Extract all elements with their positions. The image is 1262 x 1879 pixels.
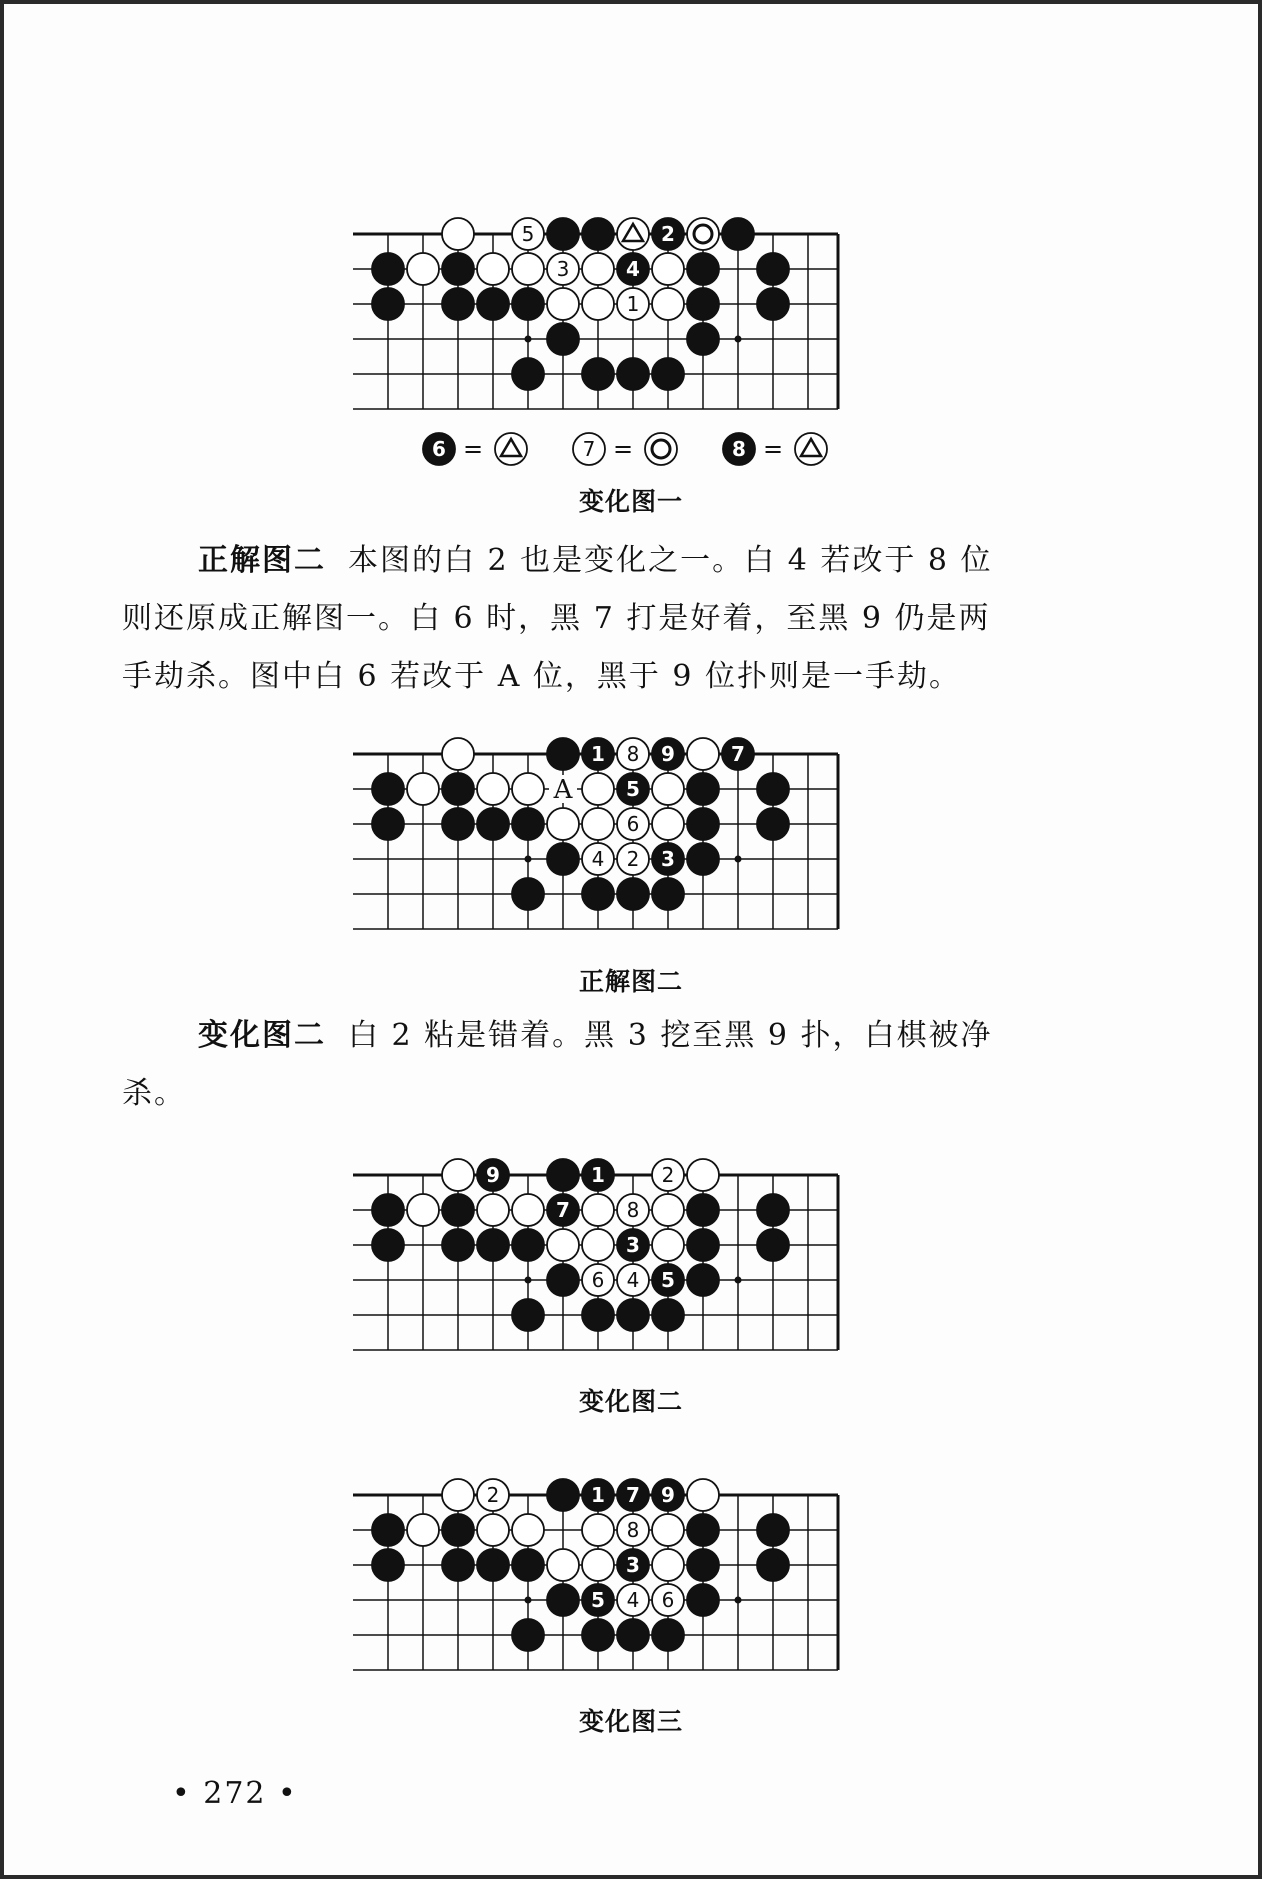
white-stone [407,1194,439,1226]
move-number: 3 [626,1233,640,1257]
white-stone [407,253,439,285]
star-point [525,1597,532,1604]
black-stone [477,1549,509,1581]
black-stone [687,323,719,355]
paragraph-lead: 变化图二 [198,1018,326,1053]
move-number: 5 [521,222,535,246]
star-point [525,336,532,343]
white-stone [617,1264,649,1296]
paragraph-line: 则还原成正解图一。白 6 时，黑 7 打是好着，至黑 9 仍是两 [122,601,991,636]
white-stone [687,1479,719,1511]
star-point [525,856,532,863]
move-number: 4 [591,847,605,871]
black-stone [582,878,614,910]
white-stone [407,773,439,805]
white-stone [652,808,684,840]
white-stone [477,1194,509,1226]
black-stone [617,773,649,805]
white-stone [617,843,649,875]
white-stone [512,253,544,285]
note-black-stone [723,433,755,465]
black-stone [582,1299,614,1331]
white-stone [547,288,579,320]
paragraph-solution-2 [122,532,1122,706]
diagram-caption: 变化图三 [578,1707,683,1736]
white-stone [617,218,649,250]
black-stone [722,218,754,250]
move-number: 4 [626,257,640,281]
star-point [735,1277,742,1284]
note-white-stone [795,433,827,465]
white-stone [442,1479,474,1511]
black-stone [512,358,544,390]
black-stone [652,738,684,770]
white-stone [582,1194,614,1226]
move-number: 1 [626,292,640,316]
note-black-stone [423,433,455,465]
black-stone [582,1479,614,1511]
white-stone [652,288,684,320]
black-stone [687,253,719,285]
white-stone [582,1264,614,1296]
move-number: 2 [486,1483,500,1507]
black-stone [687,1264,719,1296]
black-stone [512,1299,544,1331]
white-stone [582,1549,614,1581]
black-stone [442,1229,474,1261]
white-stone [652,1194,684,1226]
black-stone [757,808,789,840]
black-stone [687,1549,719,1581]
page-number: • 272 • [172,1776,298,1811]
black-stone [547,843,579,875]
black-stone [652,358,684,390]
black-stone [757,1514,789,1546]
black-stone [372,773,404,805]
white-stone [652,1159,684,1191]
move-number: 1 [591,1163,605,1187]
black-stone [547,323,579,355]
paragraph-line: 手劫杀。图中白 6 若改于 A 位，黑于 9 位扑则是一手劫。 [122,659,962,694]
diagram-solution-2 [345,729,865,949]
paragraph-lead: 正解图二 [198,543,326,578]
white-stone [617,288,649,320]
black-stone [582,218,614,250]
black-stone [687,773,719,805]
black-stone [512,1549,544,1581]
black-stone [477,288,509,320]
white-stone [477,253,509,285]
black-stone [687,1194,719,1226]
white-stone [652,1549,684,1581]
black-stone [582,1159,614,1191]
go-board-svg [345,729,865,949]
point-label: A [553,775,573,805]
black-stone [757,1229,789,1261]
white-stone [477,773,509,805]
move-number: 1 [591,1483,605,1507]
note-white-stone [645,433,677,465]
black-stone [617,1619,649,1651]
white-stone [512,1514,544,1546]
go-board-svg [345,1150,865,1370]
paragraph-variation-2 [122,1007,1122,1123]
move-number: 9 [661,1483,675,1507]
black-stone [512,808,544,840]
diagram-caption: 变化图二 [578,1387,683,1416]
black-stone [617,1299,649,1331]
move-number: 4 [626,1268,640,1292]
paragraph-line [122,532,1122,590]
black-stone [547,1264,579,1296]
white-stone [582,808,614,840]
black-stone [547,1479,579,1511]
move-number: 8 [626,1198,640,1222]
white-stone [617,1584,649,1616]
equals-sign: = [463,435,484,463]
star-point [735,336,742,343]
white-stone [547,1549,579,1581]
white-stone [582,253,614,285]
white-stone [547,808,579,840]
go-board-svg [345,209,865,479]
white-stone [652,1514,684,1546]
black-stone [617,1229,649,1261]
black-stone [547,218,579,250]
black-stone [477,1229,509,1261]
white-stone [652,1584,684,1616]
move-number: 8 [732,437,746,461]
black-stone [652,1299,684,1331]
white-stone [652,773,684,805]
move-number: 2 [626,847,640,871]
black-stone [582,358,614,390]
black-stone [547,1194,579,1226]
white-stone [687,1159,719,1191]
diagram-variation-1 [345,209,865,479]
white-stone [652,1229,684,1261]
move-number: 9 [661,742,675,766]
white-stone [547,253,579,285]
black-stone [687,1584,719,1616]
white-stone [582,1229,614,1261]
black-stone [372,1229,404,1261]
move-number: 1 [591,742,605,766]
diagram-variation-3 [345,1470,865,1690]
black-stone [617,253,649,285]
white-stone [442,1159,474,1191]
black-stone [652,1479,684,1511]
black-stone [477,1159,509,1191]
black-stone [442,773,474,805]
black-stone [757,1194,789,1226]
black-stone [757,1549,789,1581]
black-stone [617,358,649,390]
diagram-variation-2 [345,1150,865,1370]
black-stone [652,878,684,910]
black-stone [372,253,404,285]
paragraph-text: 本图的白 2 也是变化之一。白 4 若改于 8 位 [348,543,993,578]
move-number: 6 [591,1268,605,1292]
black-stone [372,1549,404,1581]
white-stone [582,773,614,805]
move-number: 5 [591,1588,605,1612]
black-stone [512,1229,544,1261]
black-stone [442,1514,474,1546]
move-number: 8 [626,742,640,766]
black-stone [442,1549,474,1581]
white-stone [512,218,544,250]
star-point [735,1597,742,1604]
star-point [525,1277,532,1284]
diagram-caption: 正解图二 [578,967,683,996]
move-number: 6 [661,1588,675,1612]
black-stone [617,1549,649,1581]
move-number: 9 [486,1163,500,1187]
black-stone [547,738,579,770]
black-stone [652,1619,684,1651]
black-stone [757,288,789,320]
black-stone [372,808,404,840]
black-stone [687,808,719,840]
black-stone [442,1194,474,1226]
move-number: 3 [556,257,570,281]
black-stone [687,843,719,875]
black-stone [687,1229,719,1261]
note-white-stone [573,433,605,465]
black-stone [372,288,404,320]
white-stone [617,1514,649,1546]
move-number: 7 [556,1198,570,1222]
white-stone [477,1514,509,1546]
white-stone [617,1194,649,1226]
move-number: 3 [626,1553,640,1577]
white-stone [582,288,614,320]
black-stone [547,1584,579,1616]
black-stone [442,253,474,285]
equals-sign: = [613,435,634,463]
black-stone [582,738,614,770]
black-stone [757,773,789,805]
white-stone [512,1194,544,1226]
black-stone [652,218,684,250]
black-stone [722,738,754,770]
move-number: 2 [661,1163,675,1187]
black-stone [512,288,544,320]
move-number: 6 [626,812,640,836]
equals-sign: = [763,435,784,463]
black-stone [652,1264,684,1296]
paragraph-text: 白 2 粘是错着。黑 3 挖至黑 9 扑，白棋被净 [348,1018,993,1053]
move-number: 4 [626,1588,640,1612]
black-stone [512,878,544,910]
white-stone [687,738,719,770]
black-stone [652,843,684,875]
move-number: 5 [661,1268,675,1292]
black-stone [442,808,474,840]
move-number: 8 [626,1518,640,1542]
white-stone [477,1479,509,1511]
black-stone [687,288,719,320]
white-stone [652,253,684,285]
black-stone [617,1479,649,1511]
black-stone [372,1514,404,1546]
white-stone [582,843,614,875]
black-stone [582,1619,614,1651]
white-stone [547,1229,579,1261]
white-stone [442,738,474,770]
white-stone [512,773,544,805]
black-stone [372,1194,404,1226]
black-stone [442,288,474,320]
black-stone [617,878,649,910]
move-number: 7 [731,742,745,766]
white-stone [687,218,719,250]
white-stone [582,1514,614,1546]
move-number: 2 [661,222,675,246]
black-stone [757,253,789,285]
diagram-caption: 变化图一 [578,487,683,516]
move-number: 7 [626,1483,640,1507]
move-number: 6 [432,437,446,461]
white-stone [617,738,649,770]
white-stone [617,808,649,840]
black-stone [477,808,509,840]
move-number: 3 [661,847,675,871]
go-board-svg [345,1470,865,1690]
paragraph-line [122,1007,1122,1065]
black-stone [547,1159,579,1191]
black-stone [582,1584,614,1616]
star-point [735,856,742,863]
black-stone [687,1514,719,1546]
white-stone [442,218,474,250]
note-white-stone [495,433,527,465]
black-stone [512,1619,544,1651]
move-number: 5 [626,777,640,801]
paragraph-line: 杀。 [122,1076,186,1111]
white-stone [407,1514,439,1546]
move-number: 7 [582,437,596,461]
